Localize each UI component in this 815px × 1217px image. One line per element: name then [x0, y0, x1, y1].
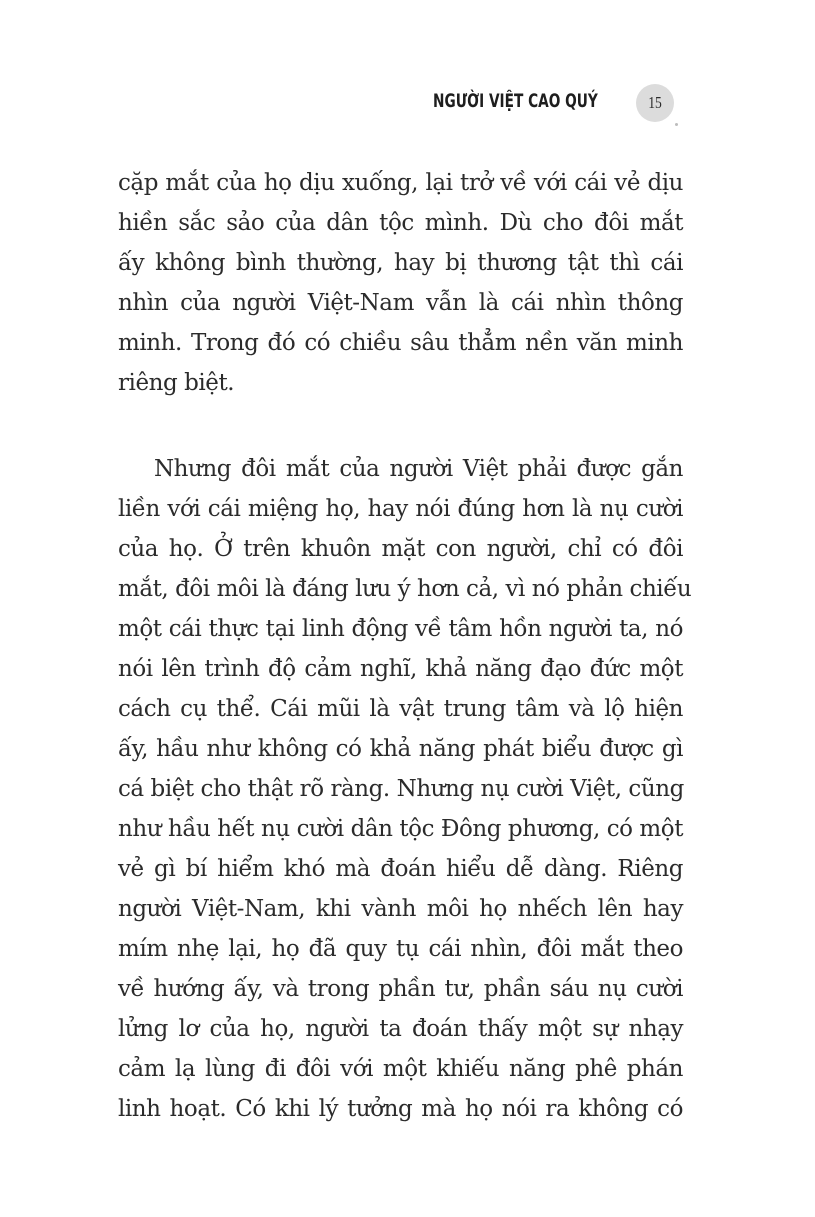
- text-line: về hướng ấy, và trong phần tư, phần sáu nụ cười: [118, 976, 683, 1002]
- text-line: người Việt-Nam, khi vành môi họ nhếch lên hay: [118, 896, 683, 922]
- text-line: lửng lơ của họ, người ta đoán thấy một sự nhạy: [118, 1016, 683, 1042]
- text-line: của họ. Ở trên khuôn mặt con người, chỉ có đôi: [118, 536, 683, 562]
- text-line: mím nhẹ lại, họ đã quy tụ cái nhìn, đôi mắt theo: [118, 936, 683, 962]
- page-number: 15: [648, 93, 662, 112]
- text-line: vẻ gì bí hiểm khó mà đoán hiểu dễ dàng. Riêng: [118, 856, 683, 882]
- text-line: riêng biệt.: [118, 370, 235, 396]
- badge-dot-decoration: [675, 123, 678, 126]
- text-line: ấy không bình thường, hay bị thương tật thì cái: [118, 250, 683, 276]
- running-header: [400, 84, 682, 124]
- body-text: [118, 163, 692, 1129]
- paragraph-spacing: [118, 403, 683, 449]
- page-number-badge: [636, 84, 674, 122]
- text-line: ấy, hầu như không có khả năng phát biểu được gì: [118, 736, 683, 762]
- paragraph-1: [118, 163, 683, 403]
- text-line: liền với cái miệng họ, hay nói đúng hơn là nụ cười: [118, 496, 683, 522]
- text-line: linh hoạt. Có khi lý tưởng mà họ nói ra không có: [118, 1096, 683, 1122]
- text-line: cảm lạ lùng đi đôi với một khiếu năng phê phán: [118, 1056, 683, 1082]
- text-line: Nhưng đôi mắt của người Việt phải được gắn: [154, 456, 683, 482]
- text-line: minh. Trong đó có chiều sâu thẳm nền văn minh: [118, 330, 683, 356]
- text-line: mắt, đôi môi là đáng lưu ý hơn cả, vì nó phản chiếu: [118, 576, 692, 602]
- text-line: cặp mắt của họ dịu xuống, lại trở về với cái vẻ dịu: [118, 170, 683, 196]
- running-title: NGƯỜI VIỆT CAO QUÝ: [433, 90, 598, 112]
- text-line: cá biệt cho thật rõ ràng. Nhưng nụ cười Việt, cũng: [118, 776, 684, 802]
- text-line: nói lên trình độ cảm nghĩ, khả năng đạo đức một: [118, 656, 683, 682]
- paragraph-2: [118, 449, 692, 1129]
- text-line: một cái thực tại linh động về tâm hồn người ta, nó: [118, 616, 683, 642]
- text-line: nhìn của người Việt-Nam vẫn là cái nhìn thông: [118, 290, 683, 316]
- text-line: cách cụ thể. Cái mũi là vật trung tâm và lộ hiện: [118, 696, 683, 722]
- text-line: như hầu hết nụ cười dân tộc Đông phương, có một: [118, 816, 683, 842]
- text-line: hiền sắc sảo của dân tộc mình. Dù cho đôi mắt: [118, 210, 683, 236]
